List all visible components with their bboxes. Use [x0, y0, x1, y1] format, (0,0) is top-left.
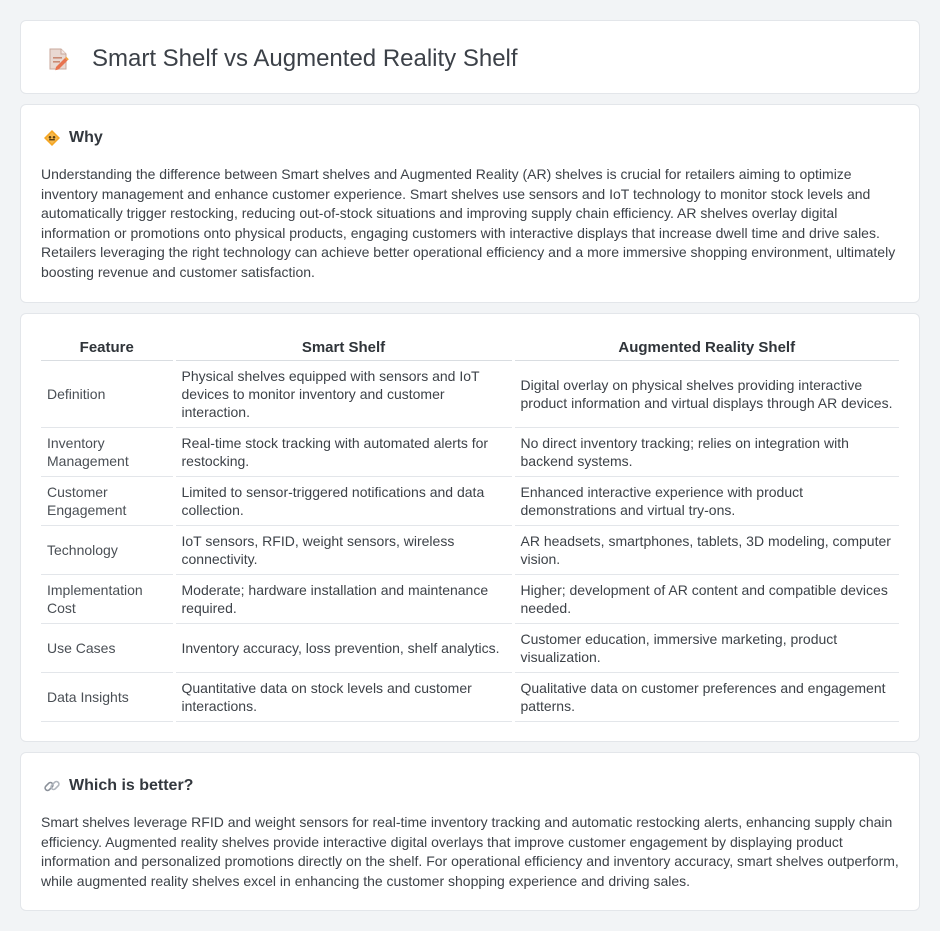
feature-cell: Data Insights [41, 672, 174, 721]
table-row [41, 427, 899, 476]
page-title: Smart Shelf vs Augmented Reality Shelf [92, 45, 518, 72]
feature-cell: Customer Engagement [41, 476, 174, 525]
feature-cell: Definition [41, 360, 174, 427]
document-pencil-icon [47, 47, 69, 71]
better-title: Which is better? [69, 777, 194, 794]
ar-shelf-cell: Higher; development of AR content and compatible devices needed. [513, 574, 899, 623]
ar-shelf-cell: No direct inventory tracking; relies on integration with backend systems. [513, 427, 899, 476]
why-section [20, 104, 920, 303]
diamond-sign-icon [43, 129, 61, 147]
comparison-table-card [20, 313, 920, 742]
header-card [20, 20, 920, 94]
column-header-feature: Feature [41, 334, 174, 360]
table-row [41, 623, 899, 672]
feature-cell: Use Cases [41, 623, 174, 672]
table-header-row [41, 334, 899, 360]
better-text: Smart shelves leverage RFID and weight sensors for real-time inventory tracking and automatic restocking alerts, enhancing supply chain efficiency. Augmented reality shelves provide interactive digital overlays that improve customer engagement by displaying product information and personalized promotions directly on the shelf. For operational efficiency and inventory accuracy, smart shelves outperform, while augmented reality shelves excel in enhancing the customer shopping experience and driving sales. [41, 814, 899, 889]
ar-shelf-cell: AR headsets, smartphones, tablets, 3D modeling, computer vision. [513, 525, 899, 574]
feature-cell: Inventory Management [41, 427, 174, 476]
ar-shelf-cell: Enhanced interactive experience with product demonstrations and virtual try-ons. [513, 476, 899, 525]
column-header-ar-shelf: Augmented Reality Shelf [513, 334, 899, 360]
smart-shelf-cell: Quantitative data on stock levels and customer interactions. [174, 672, 513, 721]
table-row [41, 360, 899, 427]
why-heading [43, 127, 103, 149]
comparison-table [41, 334, 899, 722]
better-heading [43, 775, 193, 797]
why-title: Why [69, 129, 103, 146]
ar-shelf-cell: Qualitative data on customer preferences and engagement patterns. [513, 672, 899, 721]
smart-shelf-cell: IoT sensors, RFID, weight sensors, wireless connectivity. [174, 525, 513, 574]
feature-cell: Technology [41, 525, 174, 574]
table-row [41, 525, 899, 574]
table-row [41, 574, 899, 623]
ar-shelf-cell: Digital overlay on physical shelves providing interactive product information and virtual displays through AR devices. [513, 360, 899, 427]
smart-shelf-cell: Limited to sensor-triggered notifications and data collection. [174, 476, 513, 525]
link-icon [43, 777, 61, 795]
table-row [41, 672, 899, 721]
smart-shelf-cell: Real-time stock tracking with automated alerts for restocking. [174, 427, 513, 476]
smart-shelf-cell: Physical shelves equipped with sensors and IoT devices to monitor inventory and customer interaction. [174, 360, 513, 427]
smart-shelf-cell: Inventory accuracy, loss prevention, shelf analytics. [174, 623, 513, 672]
table-row [41, 476, 899, 525]
feature-cell: Implementation Cost [41, 574, 174, 623]
ar-shelf-cell: Customer education, immersive marketing, product visualization. [513, 623, 899, 672]
smart-shelf-cell: Moderate; hardware installation and maintenance required. [174, 574, 513, 623]
column-header-smart-shelf: Smart Shelf [174, 334, 513, 360]
why-text: Understanding the difference between Smart shelves and Augmented Reality (AR) shelves is crucial for retailers aiming to optimize inventory management and enhance customer experience. Smart shelves use sensors and IoT technology to monitor stock levels and automatically trigger restocking, reducing out-of-stock situations and improving supply chain efficiency. AR shelves overlay digital information or promotions onto physical products, engaging customers with interactive displays that increase dwell time and drive sales. Retailers leveraging the right technology can achieve better operational efficiency and a more immersive shopping environment, ultimately boosting revenue and customer satisfaction. [41, 166, 896, 280]
which-is-better-section [20, 752, 920, 911]
